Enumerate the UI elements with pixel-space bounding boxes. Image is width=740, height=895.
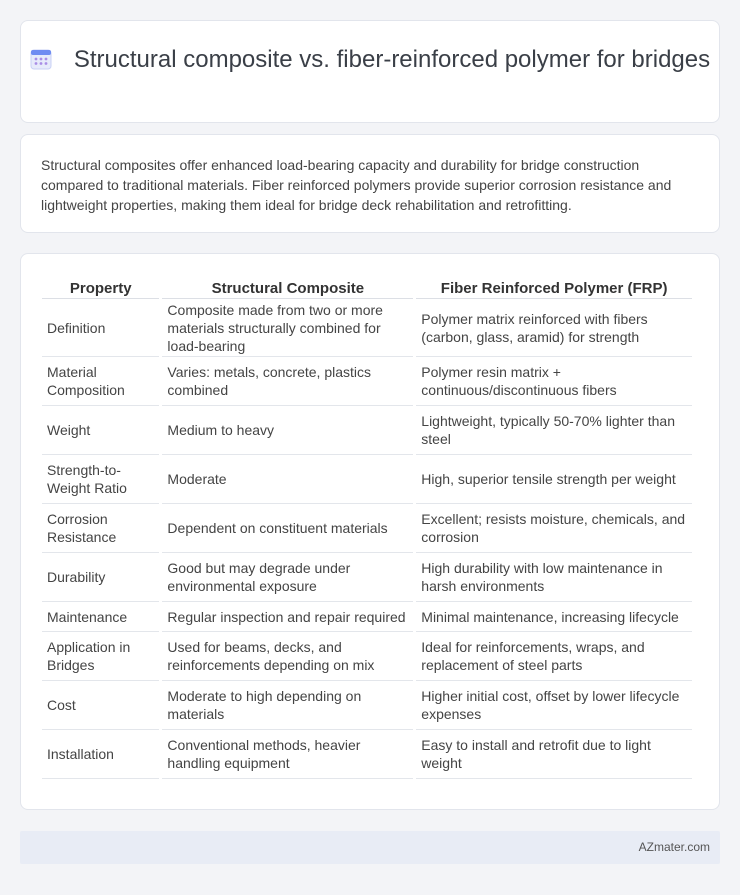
structural-composite-cell: Used for beams, decks, and reinforcements depending on mix [162,632,413,681]
structural-composite-cell: Conventional methods, heavier handling equipment [162,730,413,779]
structural-composite-cell: Good but may degrade under environmental exposure [162,553,413,602]
frp-cell: Ideal for reinforcements, wraps, and replacement of steel parts [416,632,692,681]
property-cell: Installation [42,730,159,779]
frp-cell: Lightweight, typically 50-70% lighter than steel [416,406,692,455]
summary-card [20,134,720,233]
title-card [20,20,720,123]
property-cell: Maintenance [42,602,159,632]
frp-cell: High durability with low maintenance in harsh environments [416,553,692,602]
column-header-frp: Fiber Reinforced Polymer (FRP) [416,274,692,299]
property-cell: Weight [42,406,159,455]
structural-composite-cell: Regular inspection and repair required [162,602,413,632]
comparison-table [39,274,695,779]
structural-composite-cell: Moderate to high depending on materials [162,681,413,730]
column-header-structural-composite: Structural Composite [162,274,413,299]
summary-text: Structural composites offer enhanced load-bearing capacity and durability for bridge construction compared to traditional materials. Fiber reinforced polymers provide superior corrosion resistance and lightweight properties, making them ideal for bridge deck rehabilitation and retrofitting. [41,157,672,213]
frp-cell: Minimal maintenance, increasing lifecycle [416,602,692,632]
table-row [42,730,692,779]
table-row [42,357,692,406]
structural-composite-cell: Dependent on constituent materials [162,504,413,553]
table-row [42,681,692,730]
property-cell: Application in Bridges [42,632,159,681]
footer-brand-link[interactable]: AZmater.com [638,840,710,854]
property-cell: Cost [42,681,159,730]
property-cell: Material Composition [42,357,159,406]
frp-cell: Polymer resin matrix + continuous/discontinuous fibers [416,357,692,406]
calendar-grid-icon [30,48,52,70]
property-cell: Definition [42,299,159,357]
property-cell: Durability [42,553,159,602]
comparison-table-card [20,253,720,810]
table-row [42,504,692,553]
table-row [42,553,692,602]
page-title-wrap [21,45,719,75]
table-row [42,299,692,357]
page-title: Structural composite vs. fiber-reinforced polymer for bridges [73,46,711,73]
frp-cell: Easy to install and retrofit due to light weight [416,730,692,779]
frp-cell: Higher initial cost, offset by lower lifecycle expenses [416,681,692,730]
property-cell: Corrosion Resistance [42,504,159,553]
structural-composite-cell: Varies: metals, concrete, plastics combined [162,357,413,406]
structural-composite-cell: Composite made from two or more materials structurally combined for load-bearing [162,299,413,357]
table-row [42,632,692,681]
frp-cell: Excellent; resists moisture, chemicals, and corrosion [416,504,692,553]
column-header-property: Property [42,274,159,299]
frp-cell: Polymer matrix reinforced with fibers (carbon, glass, aramid) for strength [416,299,692,357]
table-header-row [42,274,692,299]
property-cell: Strength-to-Weight Ratio [42,455,159,504]
structural-composite-cell: Medium to heavy [162,406,413,455]
footer-bar [20,831,720,864]
frp-cell: High, superior tensile strength per weight [416,455,692,504]
structural-composite-cell: Moderate [162,455,413,504]
table-row [42,455,692,504]
table-row [42,406,692,455]
table-row [42,602,692,632]
